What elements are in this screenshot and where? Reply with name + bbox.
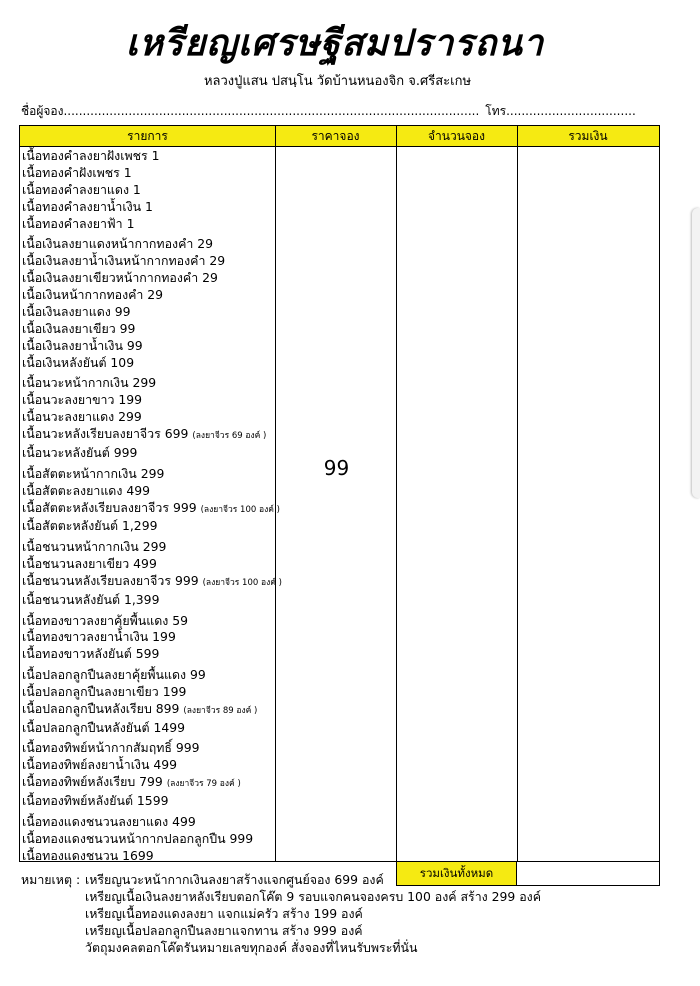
item-label: เนื้อนวะหลังเรียบลงยาจีวร 699 <box>22 426 189 442</box>
list-item <box>22 270 276 287</box>
item-list <box>22 148 282 868</box>
list-item <box>22 253 276 270</box>
list-item <box>22 392 276 409</box>
list-item <box>22 216 276 233</box>
item-label: เนื้อทองแดงชนวนหน้ากากปลอกลูกปืน 999 <box>22 830 254 846</box>
list-item <box>22 539 276 556</box>
list-item <box>22 667 276 684</box>
column-header-items: รายการ <box>20 126 275 147</box>
item-group <box>22 613 276 664</box>
booker-phone-field[interactable]: โทร.................................. <box>485 104 636 118</box>
item-label: เนื้อเงินลงยาเขียว 99 <box>22 320 136 336</box>
list-item <box>22 287 276 304</box>
item-group <box>22 236 276 371</box>
item-label: เนื้อเงินหลังยันต์ 109 <box>22 354 135 370</box>
item-label: เนื้อเงินหน้ากากทองคำ 29 <box>22 287 164 303</box>
item-label: เนื้อทองทิพย์หลังยันต์ 1599 <box>22 793 169 809</box>
item-label: เนื้อทองขาวลงยาคุ้ยพื้นแดง 59 <box>22 612 189 628</box>
list-item <box>22 572 282 592</box>
note-line: เหรียญเนื้อปลอกลูกปืนลงยาแจกทาน สร้าง 999 องค์ <box>85 923 363 938</box>
item-note: (ลงยาจีวร 100 องค์ ) <box>200 504 280 515</box>
list-item <box>22 774 276 793</box>
item-label: เนื้อทองคำลงยาน้ำเงิน 1 <box>22 198 153 214</box>
item-label: เนื้อทองแดงชนวนลงยาแดง 499 <box>22 813 196 829</box>
item-note: (ลงยาจีวร 69 องค์ ) <box>192 431 267 442</box>
item-label: เนื้อนวะลงยาขาว 199 <box>22 392 143 408</box>
column-divider <box>517 126 518 861</box>
list-item <box>22 684 276 701</box>
item-label: เนื้อสัตตะหลังยันต์ 1,299 <box>22 518 158 534</box>
item-group <box>22 740 276 810</box>
list-item <box>22 757 276 774</box>
item-label: เนื้อชนวนหลังเรียบลงยาจีวร 999 <box>22 572 199 588</box>
list-item <box>22 629 276 646</box>
item-label: เนื้อทองทิพย์หลังเรียบ 799 <box>22 774 163 790</box>
notes-label: หมายเหตุ : <box>21 872 81 887</box>
item-label: เนื้อทองคำฝังเพชร 1 <box>22 164 132 180</box>
item-label: เนื้อชนวนหน้ากากเงิน 299 <box>22 539 167 555</box>
list-item <box>22 848 276 865</box>
note-line: เหรียญเนื้อทองแดงลงยา แจกแม่ครัว สร้าง 199 องค์ <box>85 906 363 921</box>
item-label: เนื้อทองทิพย์ลงยาน้ำเงิน 499 <box>22 757 178 773</box>
list-item <box>22 720 276 737</box>
item-group <box>22 814 276 865</box>
note-line: วัตถุมงคลตอกโค๊ตรันหมายเลขทุกองค์ สั่งจองที่ไหนรับพระที่นั่น <box>85 940 418 955</box>
item-label: เนื้อชนวนลงยาเขียว 499 <box>22 556 157 572</box>
list-item <box>22 148 276 165</box>
item-label: เนื้อสัตตะลงยาแดง 499 <box>22 482 150 498</box>
list-item <box>22 701 276 720</box>
column-header-price: ราคาจอง <box>275 126 396 147</box>
price-value: 99 <box>323 456 350 480</box>
list-item <box>22 483 276 500</box>
item-note: (ลงยาจีวร 89 องค์ ) <box>183 705 258 716</box>
booker-name-field[interactable]: ชื่อผู้จอง............................................................................................................. <box>21 104 480 118</box>
list-item <box>22 199 276 216</box>
list-item <box>22 338 276 355</box>
item-label: เนื้อนวะหลังยันต์ 999 <box>22 445 138 460</box>
list-item <box>22 518 276 535</box>
item-label: เนื้อปลอกลูกปืนหลังยันต์ 1499 <box>22 719 186 735</box>
grand-total-label: รวมเงินทั้งหมด <box>396 862 517 886</box>
list-item <box>22 499 280 519</box>
item-group <box>22 539 282 609</box>
booker-info-line <box>21 102 636 121</box>
item-label: เนื้อทองคำลงยาแดง 1 <box>22 181 141 197</box>
list-item <box>22 409 276 426</box>
list-item <box>22 304 276 321</box>
list-item <box>22 740 276 757</box>
list-item <box>22 466 276 483</box>
list-item <box>22 236 276 253</box>
list-item <box>22 182 276 199</box>
item-label: เนื้อนวะลงยาแดง 299 <box>22 409 142 425</box>
item-label: เนื้อเงินลงยาเขียวหน้ากากทองคำ 29 <box>22 270 218 286</box>
item-group <box>22 148 276 233</box>
item-group <box>22 465 280 536</box>
item-label: เนื้อสัตตะหลังเรียบลงยาจีวร 999 <box>22 499 197 515</box>
column-divider <box>396 126 397 861</box>
side-scroll-tab[interactable] <box>692 208 700 498</box>
item-label: เนื้อเงินลงยาแดงหน้ากากทองคำ 29 <box>22 236 214 252</box>
list-item <box>22 646 276 663</box>
item-label: เนื้อนวะหน้ากากเงิน 299 <box>22 375 157 391</box>
item-label: เนื้อเงินลงยาแดง 99 <box>22 303 131 319</box>
list-item <box>22 321 276 338</box>
item-label: เนื้อเงินลงยาน้ำเงินหน้ากากทองคำ 29 <box>22 253 226 269</box>
item-label: เนื้อสัตตะหน้ากากเงิน 299 <box>22 465 165 481</box>
list-item <box>22 814 276 831</box>
column-header-total: รวมเงิน <box>517 126 659 147</box>
page-title: เหรียญเศรษฐีสมปรารถนา <box>125 23 545 64</box>
item-label: เนื้อทองคำลงยาฝังเพชร 1 <box>22 148 160 163</box>
item-label: เนื้อปลอกลูกปืนลงยาคุ้ยพื้นแดง 99 <box>22 667 206 683</box>
item-note: (ลงยาจีวร 100 องค์ ) <box>202 577 282 588</box>
list-item <box>22 445 276 462</box>
list-item <box>22 592 276 609</box>
list-item <box>22 793 276 810</box>
item-label: เนื้อทองขาวหลังยันต์ 599 <box>22 646 160 662</box>
item-group <box>22 375 276 462</box>
note-line: เหรียญเนื้อเงินลงยาหลังเรียบตอกโค๊ต 9 รอบแจกคนจองครบ 100 องค์ สร้าง 299 องค์ <box>85 889 542 904</box>
column-header-quantity: จำนวนจอง <box>396 126 517 147</box>
item-label: เนื้อเงินลงยาน้ำเงิน 99 <box>22 337 143 353</box>
item-label: เนื้อปลอกลูกปืนลงยาเขียว 199 <box>22 683 187 699</box>
list-item <box>22 613 276 630</box>
temple-subtitle: หลวงปู่แสน ปสนฺโน วัดบ้านหนองจิก จ.ศรีสะเกษ <box>203 74 472 89</box>
note-line: เหรียญนวะหน้ากากเงินลงยาสร้างแจกศูนย์จอง 699 องค์ <box>85 872 384 887</box>
item-label: เนื้อชนวนหลังยันต์ 1,399 <box>22 591 160 607</box>
item-label: เนื้อทองทิพย์หน้ากากสัมฤทธิ์ 999 <box>22 740 200 756</box>
item-label: เนื้อทองแดงชนวน 1699 <box>22 847 154 863</box>
list-item <box>22 375 276 392</box>
list-item <box>22 165 276 182</box>
list-item <box>22 355 276 372</box>
list-item <box>22 831 276 848</box>
item-label: เนื้อทองขาวลงยาน้ำเงิน 199 <box>22 629 176 645</box>
list-item <box>22 426 276 445</box>
item-note: (ลงยาจีวร 79 องค์ ) <box>166 779 241 790</box>
item-label: เนื้อทองคำลงยาฟ้า 1 <box>22 215 135 231</box>
list-item <box>22 556 276 573</box>
order-table <box>19 125 660 862</box>
notes-lines <box>85 871 541 956</box>
item-group <box>22 667 276 737</box>
item-label: เนื้อปลอกลูกปืนหลังเรียบ 899 <box>22 700 180 716</box>
